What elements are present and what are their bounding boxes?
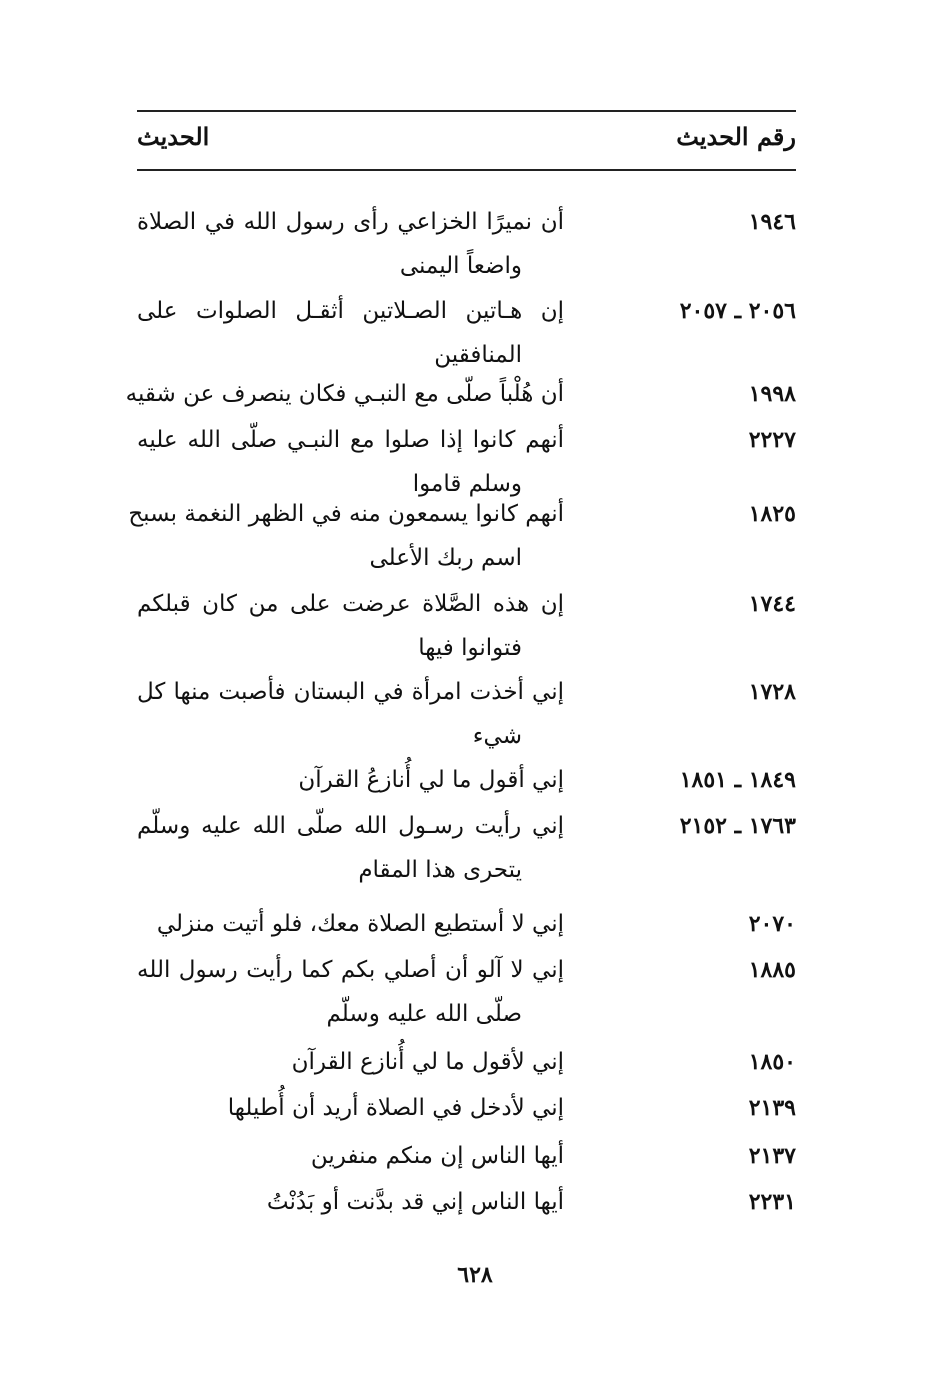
hadith-number: ١٨٤٩ ـ ١٨٥١ <box>679 767 796 793</box>
hadith-number: ٢١٣٩ <box>748 1095 796 1121</box>
hadith-number: ١٨٨٥ <box>748 957 796 983</box>
hadith-text <box>137 948 564 1036</box>
hadith-text-line: إن هذه الصَّلاة عرضت على من كان قبلكم <box>137 591 564 617</box>
hadith-text-line: أن هُلْباً صلّى مع النبـي فكان ينصرف عن شقيه <box>125 381 564 407</box>
hadith-text-line: أن نميرًا الخزاعي رأى رسول الله في الصلاة <box>137 209 564 235</box>
hadith-text-continuation: المنافقين <box>434 342 522 368</box>
hadith-text-line: إني لا آلو أن أصلي بكم كما رأيت رسول الله <box>137 957 564 983</box>
hadith-number: ١٧٦٣ ـ ٢١٥٢ <box>679 813 796 839</box>
hadith-text-line: أنهم كانوا إذا صلوا مع النبـي صلّى الله عليه <box>137 427 564 453</box>
hadith-text-continuation: يتحرى هذا المقام <box>358 857 522 883</box>
hadith-number: ١٩٩٨ <box>748 381 796 407</box>
hadith-text <box>125 372 564 416</box>
hadith-text-line: أنهم كانوا يسمعون منه في الظهر النغمة بسبح <box>128 501 564 527</box>
hadith-text <box>137 582 564 670</box>
hadith-text-line: إني رأيت رسـول الله صلّى الله عليه وسلّم <box>137 813 564 839</box>
hadith-number: ١٨٢٥ <box>748 501 796 527</box>
hadith-text <box>137 758 564 802</box>
hadith-text-line: إني أقول ما لي أُنازعُ القرآن <box>298 767 564 793</box>
hadith-text-continuation: واضعاً اليمنى <box>399 253 522 279</box>
hadith-number: ٢٢٣١ <box>748 1189 796 1215</box>
hadith-text-line: إني أخذت امرأة في البستان فأصبت منها كل <box>137 679 564 705</box>
hadith-text-line: إني لأقول ما لي أُنازع القرآن <box>291 1049 564 1075</box>
hadith-number-column-header: رقم الحديث <box>676 122 796 151</box>
hadith-number: ٢١٣٧ <box>748 1143 796 1169</box>
hadith-text <box>137 1134 564 1178</box>
header-top-rule <box>137 110 796 112</box>
hadith-text <box>137 289 564 377</box>
hadith-number: ٢٠٥٦ ـ ٢٠٥٧ <box>679 298 796 324</box>
hadith-text-continuation: وسلم قاموا <box>412 471 522 497</box>
hadith-number: ١٨٥٠ <box>748 1049 796 1075</box>
hadith-text <box>137 1180 564 1224</box>
hadith-text <box>137 804 564 892</box>
hadith-text-line: أيها الناس إن منكم منفرين <box>310 1143 564 1169</box>
hadith-number: ١٧٢٨ <box>748 679 796 705</box>
hadith-text <box>137 200 564 288</box>
hadith-text-continuation: شيء <box>472 723 522 749</box>
hadith-text <box>137 1086 564 1130</box>
hadith-text-column-header: الحديث <box>137 122 210 151</box>
hadith-text <box>137 1040 564 1084</box>
table-header <box>137 118 796 162</box>
hadith-number: ١٧٤٤ <box>748 591 796 617</box>
hadith-text <box>137 902 564 946</box>
hadith-text-line: إن هـاتين الصـلاتين أثقـل الصلوات على <box>137 298 564 324</box>
hadith-text-continuation: اسم ربك الأعلى <box>369 545 522 571</box>
hadith-text-continuation: صلّى الله عليه وسلّم <box>326 1001 522 1027</box>
header-bottom-rule <box>137 169 796 171</box>
hadith-number: ٢٠٧٠ <box>748 911 796 937</box>
hadith-number: ١٩٤٦ <box>748 209 796 235</box>
hadith-text <box>137 670 564 758</box>
hadith-text <box>128 492 564 580</box>
page-number: ٦٢٨ <box>457 1262 493 1288</box>
hadith-text-continuation: فتوانوا فيها <box>418 635 522 661</box>
hadith-text-line: إني لأدخل في الصلاة أريد أن أُطيلها <box>227 1095 564 1121</box>
hadith-number: ٢٢٢٧ <box>748 427 796 453</box>
hadith-text-line: إني لا أستطيع الصلاة معك، فلو أتيت منزلي <box>156 911 564 937</box>
hadith-text-line: أيها الناس إني قد بدَّنت أو بَدُنْتُ <box>266 1189 564 1215</box>
